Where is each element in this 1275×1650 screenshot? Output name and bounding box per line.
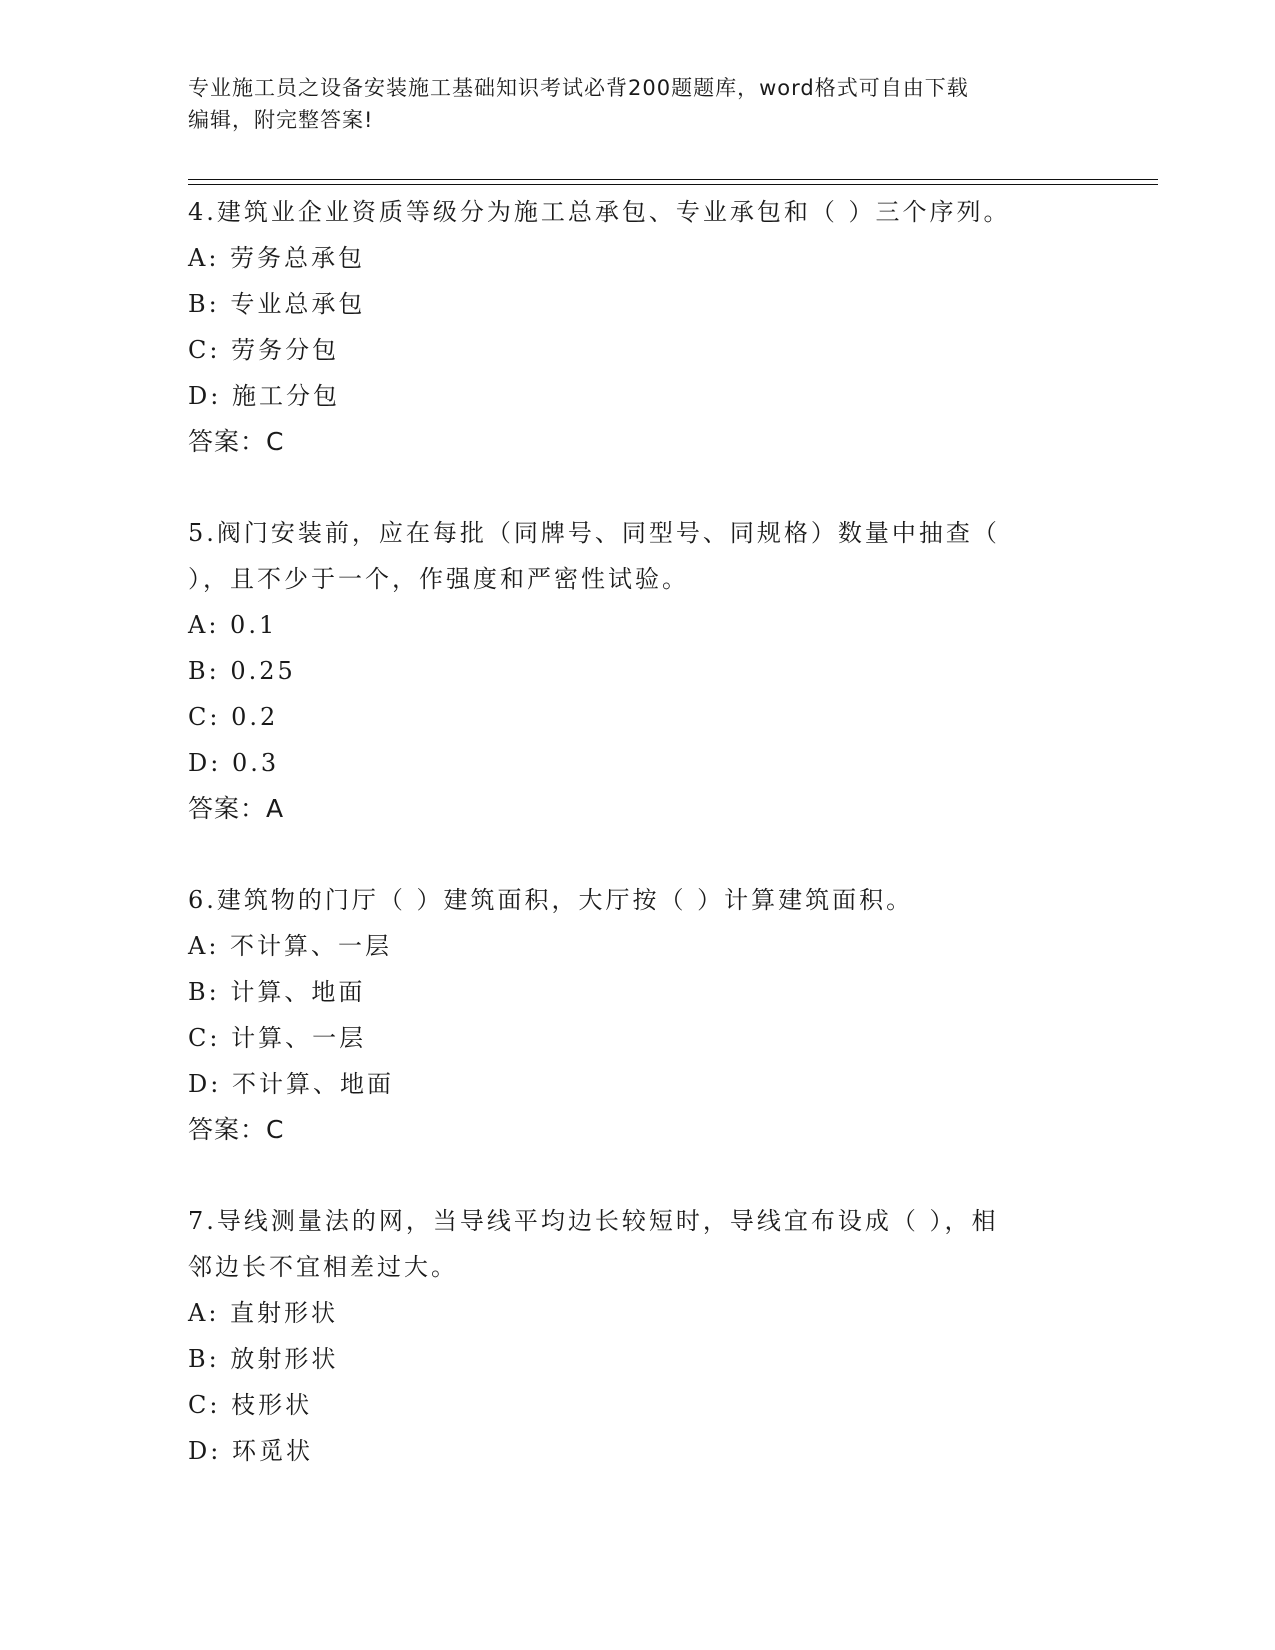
answer-text: 答案：C — [188, 1115, 285, 1144]
question-text: 7.导线测量法的网，当导线平均边长较短时，导线宜布设成（ ），相 — [188, 1207, 999, 1235]
option-b: B: 专业总承包 — [188, 290, 366, 318]
option-d: D: 0.3 — [188, 749, 280, 777]
option-b: B: 计算、地面 — [188, 978, 366, 1006]
question-list — [188, 189, 1158, 1519]
option-a: A: 劳务总承包 — [188, 244, 366, 272]
option-b: B: 0.25 — [188, 657, 296, 685]
header-divider-bottom — [188, 184, 1158, 185]
document-page — [188, 0, 1158, 1650]
question-7 — [188, 1198, 1158, 1474]
header-divider-top — [188, 179, 1158, 180]
option-b: B: 放射形状 — [188, 1345, 339, 1373]
question-text-continued: ），且不少于一个，作强度和严密性试验。 — [188, 565, 689, 593]
option-c: C: 计算、一层 — [188, 1024, 367, 1052]
option-d: D: 环觅状 — [188, 1437, 313, 1465]
question-text: 5.阀门安装前，应在每批（同牌号、同型号、同规格）数量中抽查（ — [188, 519, 1000, 547]
option-c: C: 枝形状 — [188, 1391, 313, 1419]
document-header — [188, 72, 1088, 136]
option-a: A: 不计算、一层 — [188, 932, 393, 960]
question-text: 6.建筑物的门厅（ ）建筑面积，大厅按（ ）计算建筑面积。 — [188, 886, 914, 914]
answer-text: 答案：C — [188, 427, 285, 456]
option-c: C: 劳务分包 — [188, 336, 340, 364]
header-line-1: 专业施工员之设备安装施工基础知识考试必背200题题库，word格式可自由下载 — [188, 76, 969, 100]
header-line-2: 编辑，附完整答案! — [188, 108, 374, 132]
question-5 — [188, 510, 1158, 832]
question-text: 4.建筑业企业资质等级分为施工总承包、专业承包和（ ）三个序列。 — [188, 198, 1011, 226]
option-a: A: 直射形状 — [188, 1299, 339, 1327]
question-text-continued: 邻边长不宜相差过大。 — [188, 1253, 458, 1281]
option-d: D: 施工分包 — [188, 382, 340, 410]
option-c: C: 0.2 — [188, 703, 279, 731]
option-d: D: 不计算、地面 — [188, 1070, 394, 1098]
question-4 — [188, 189, 1158, 465]
answer-text: 答案：A — [188, 794, 285, 823]
question-6 — [188, 877, 1158, 1153]
option-a: A: 0.1 — [188, 611, 278, 639]
